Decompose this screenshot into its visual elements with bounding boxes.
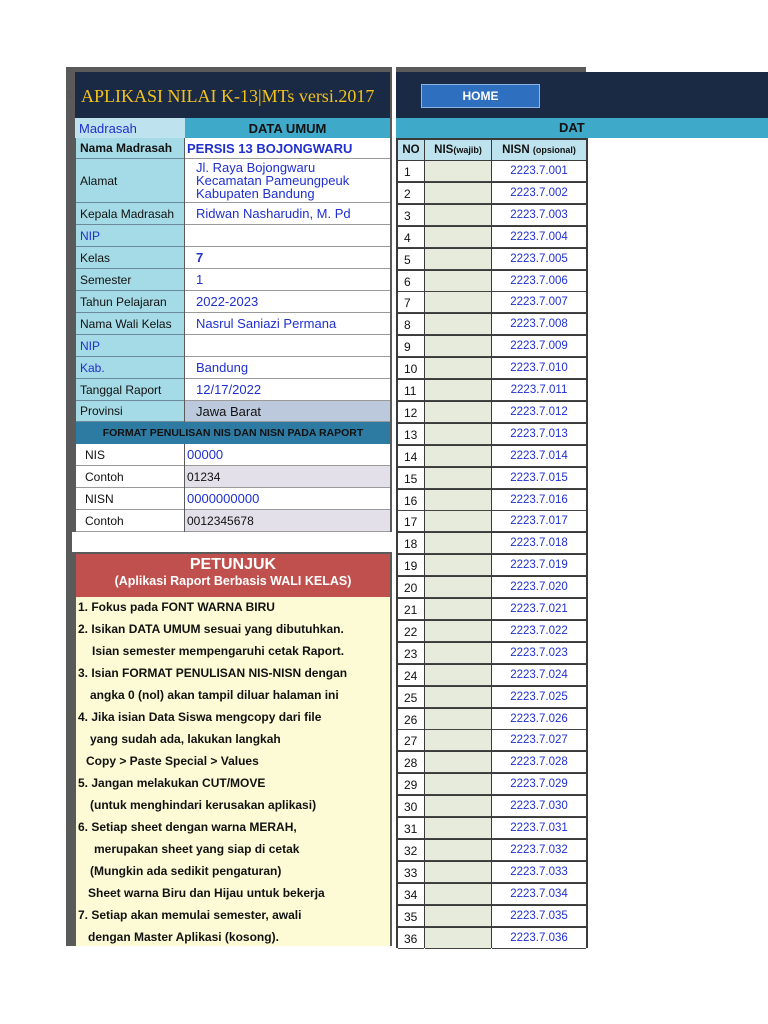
table-row: [398, 446, 588, 467]
table-row: [398, 796, 588, 817]
table-row: [398, 424, 588, 445]
nis-cell[interactable]: [425, 555, 491, 576]
row-no-cell: 31: [398, 818, 424, 839]
table-row: [398, 271, 588, 292]
nis-cell[interactable]: [425, 752, 491, 773]
row-no-cell: 15: [398, 468, 424, 489]
nisn-cell[interactable]: 2223.7.001: [492, 161, 586, 182]
petunjuk-subtitle: (Aplikasi Raport Berbasis WALI KELAS): [114, 574, 352, 588]
nama-madrasah-label: Nama Madrasah: [76, 138, 184, 159]
row-no-cell: 20: [398, 577, 424, 598]
row-no-cell: 8: [398, 314, 424, 335]
nisn-cell[interactable]: 2223.7.008: [492, 314, 586, 335]
nis-cell[interactable]: [425, 730, 491, 751]
row-no-cell: 9: [398, 336, 424, 357]
table-row: [398, 205, 588, 226]
row-no-cell: 11: [398, 380, 424, 401]
column-header-nis: [425, 140, 491, 160]
nisn-cell[interactable]: 2223.7.017: [492, 511, 586, 532]
nis-cell[interactable]: [425, 358, 491, 379]
row-no-cell: 13: [398, 424, 424, 445]
nisn-cell[interactable]: 2223.7.012: [492, 402, 586, 423]
row-no-cell: 28: [398, 752, 424, 773]
alamat-field[interactable]: [185, 159, 390, 203]
nis-cell[interactable]: [425, 490, 491, 511]
instruction-line: angka 0 (nol) akan tampil diluar halaman ini: [90, 688, 339, 702]
nis-cell[interactable]: [425, 271, 491, 292]
row-no-cell: 7: [398, 292, 424, 313]
nis-cell[interactable]: [425, 862, 491, 883]
table-row: [398, 730, 588, 751]
contoh-nisn-value: 0012345678: [185, 510, 390, 532]
table-row: [398, 687, 588, 708]
kepala-madrasah-label: Kepala Madrasah: [76, 203, 184, 225]
format-nisn-label: NISN: [76, 488, 184, 510]
row-no-cell: 34: [398, 884, 424, 905]
nis-cell[interactable]: [425, 884, 491, 905]
table-row: [398, 709, 588, 730]
column-header-nisn: [492, 140, 586, 160]
table-row: [398, 468, 588, 489]
instruction-line: 2. Isikan DATA UMUM sesuai yang dibutuhkan.: [78, 622, 344, 636]
provinsi-label: Provinsi: [76, 401, 184, 422]
format-nis-field[interactable]: 00000: [185, 444, 390, 466]
table-row: [398, 840, 588, 861]
nisn-cell[interactable]: 2223.7.028: [492, 752, 586, 773]
wali-kelas-label: Nama Wali Kelas: [76, 313, 184, 335]
table-row: [398, 665, 588, 686]
nisn-cell[interactable]: 2223.7.024: [492, 665, 586, 686]
nisn-cell[interactable]: 2223.7.010: [492, 358, 586, 379]
row-no-cell: 19: [398, 555, 424, 576]
nis-cell[interactable]: [425, 533, 491, 554]
table-row: [398, 555, 588, 576]
tanggal-raport-field[interactable]: 12/17/2022: [185, 379, 390, 401]
table-row: [398, 314, 588, 335]
nisn-cell[interactable]: 2223.7.025: [492, 687, 586, 708]
table-row: [398, 402, 588, 423]
nip-wali-field[interactable]: [185, 335, 390, 357]
petunjuk-title: PETUNJUK: [189, 556, 277, 573]
nis-cell[interactable]: [425, 906, 491, 927]
alamat-line-3: Kabupaten Bandung: [196, 186, 315, 201]
nis-cell[interactable]: [425, 709, 491, 730]
contoh-nis-value: 01234: [185, 466, 390, 488]
nisn-cell[interactable]: 2223.7.011: [492, 380, 586, 401]
nip-wali-label: NIP: [76, 335, 184, 357]
instruction-line: (untuk menghindari kerusakan aplikasi): [90, 798, 317, 812]
kepala-madrasah-field[interactable]: Ridwan Nasharudin, M. Pd: [185, 203, 390, 225]
nisn-header-note: (opsional): [532, 145, 576, 155]
nisn-cell[interactable]: 2223.7.023: [492, 643, 586, 664]
format-nis-label: NIS: [76, 444, 184, 466]
nis-cell[interactable]: [425, 446, 491, 467]
nisn-cell[interactable]: 2223.7.033: [492, 862, 586, 883]
instruction-line: 4. Jika isian Data Siswa mengcopy dari file: [78, 710, 322, 724]
alamat-label: Alamat: [76, 159, 184, 203]
nisn-cell[interactable]: 2223.7.007: [492, 292, 586, 313]
nis-cell[interactable]: [425, 511, 491, 532]
column-header-no: NO: [398, 140, 424, 160]
nisn-cell[interactable]: 2223.7.027: [492, 730, 586, 751]
table-row: [398, 752, 588, 773]
kab-label: Kab.: [76, 357, 184, 379]
format-nis-header: FORMAT PENULISAN NIS DAN NISN PADA RAPORT: [76, 422, 390, 444]
row-no-cell: 12: [398, 402, 424, 423]
row-no-cell: 36: [398, 928, 424, 949]
nisn-cell[interactable]: 2223.7.004: [492, 227, 586, 248]
nisn-cell[interactable]: 2223.7.016: [492, 490, 586, 511]
semester-label: Semester: [76, 269, 184, 291]
app-title: APLIKASI NILAI K-13|MTs versi.2017: [75, 72, 390, 118]
home-button[interactable]: HOME: [421, 84, 540, 108]
table-row: [398, 884, 588, 905]
petunjuk-instructions: [76, 597, 390, 946]
row-no-cell: 5: [398, 249, 424, 270]
row-no-cell: 27: [398, 730, 424, 751]
row-no-cell: 25: [398, 687, 424, 708]
table-row: [398, 490, 588, 511]
table-row: [398, 227, 588, 248]
kab-field[interactable]: Bandung: [185, 357, 390, 379]
nis-header-text: NIS: [434, 144, 454, 156]
row-no-cell: 10: [398, 358, 424, 379]
nis-cell[interactable]: [425, 205, 491, 226]
kelas-label: Kelas: [76, 247, 184, 269]
nis-cell[interactable]: [425, 292, 491, 313]
nisn-cell[interactable]: 2223.7.034: [492, 884, 586, 905]
nisn-cell[interactable]: 2223.7.029: [492, 774, 586, 795]
instruction-line: Isian semester mempengaruhi cetak Raport.: [92, 644, 345, 658]
nis-cell[interactable]: [425, 818, 491, 839]
section-gap: [72, 532, 392, 552]
instruction-line: yang sudah ada, lakukan langkah: [90, 732, 281, 746]
nisn-header-text: NISN: [502, 144, 530, 156]
nis-cell[interactable]: [425, 687, 491, 708]
nip-kepala-label: NIP: [76, 225, 184, 247]
row-no-cell: 24: [398, 665, 424, 686]
nis-cell[interactable]: [425, 183, 491, 204]
nisn-cell[interactable]: 2223.7.022: [492, 621, 586, 642]
nis-cell[interactable]: [425, 928, 491, 949]
nisn-cell[interactable]: 2223.7.035: [492, 906, 586, 927]
wali-kelas-field[interactable]: Nasrul Saniazi Permana: [185, 313, 390, 335]
nisn-cell[interactable]: 2223.7.018: [492, 533, 586, 554]
nisn-cell[interactable]: 2223.7.013: [492, 424, 586, 445]
data-siswa-header: DAT: [396, 118, 768, 138]
nis-cell[interactable]: [425, 774, 491, 795]
data-umum-header: DATA UMUM: [185, 118, 390, 138]
instruction-line: 7. Setiap akan memulai semester, awali: [78, 908, 302, 922]
format-nisn-field[interactable]: 0000000000: [185, 488, 390, 510]
tanggal-raport-label: Tanggal Raport: [76, 379, 184, 401]
nis-cell[interactable]: [425, 840, 491, 861]
instruction-line: merupakan sheet yang siap di cetak: [94, 842, 300, 856]
petunjuk-header: [76, 554, 390, 597]
row-no-cell: 2: [398, 183, 424, 204]
table-row: [398, 643, 588, 664]
row-no-cell: 17: [398, 511, 424, 532]
alamat-line-2: Kecamatan Pameungpeuk: [196, 173, 350, 188]
instruction-line: Copy > Paste Special > Values: [86, 754, 259, 768]
nis-cell[interactable]: [425, 599, 491, 620]
nis-cell[interactable]: [425, 227, 491, 248]
row-no-cell: 22: [398, 621, 424, 642]
table-row: [398, 336, 588, 357]
table-row: [398, 292, 588, 313]
nisn-cell[interactable]: 2223.7.031: [492, 818, 586, 839]
nis-cell[interactable]: [425, 577, 491, 598]
nip-kepala-field[interactable]: [185, 225, 390, 247]
contoh-nisn-label: Contoh: [76, 510, 184, 532]
contoh-nis-label: Contoh: [76, 466, 184, 488]
instruction-line: 1. Fokus pada FONT WARNA BIRU: [78, 600, 275, 614]
provinsi-field[interactable]: Jawa Barat: [185, 401, 390, 422]
nisn-cell[interactable]: 2223.7.020: [492, 577, 586, 598]
nisn-cell[interactable]: 2223.7.036: [492, 928, 586, 949]
nisn-cell[interactable]: 2223.7.015: [492, 468, 586, 489]
table-row: [398, 862, 588, 883]
nisn-cell[interactable]: 2223.7.006: [492, 271, 586, 292]
instruction-line: 5. Jangan melakukan CUT/MOVE: [78, 776, 266, 790]
nisn-cell[interactable]: 2223.7.032: [492, 840, 586, 861]
nis-cell[interactable]: [425, 161, 491, 182]
row-number: 1: [66, 89, 73, 101]
table-row: [398, 358, 588, 379]
nis-cell[interactable]: [425, 380, 491, 401]
row-no-cell: 29: [398, 774, 424, 795]
table-row: [398, 906, 588, 927]
table-row: [398, 577, 588, 598]
row-no-cell: 35: [398, 906, 424, 927]
table-row: [398, 380, 588, 401]
instruction-line: Sheet warna Biru dan Hijau untuk bekerja: [88, 886, 325, 900]
nisn-cell[interactable]: 2223.7.014: [492, 446, 586, 467]
nis-header-note: (wajib): [453, 145, 482, 155]
table-row: [398, 774, 588, 795]
nis-cell[interactable]: [425, 402, 491, 423]
row-no-cell: 3: [398, 205, 424, 226]
table-row: [398, 621, 588, 642]
row-no-cell: 26: [398, 709, 424, 730]
nis-cell[interactable]: [425, 643, 491, 664]
instruction-line: (Mungkin ada sedikit pengaturan): [90, 864, 282, 878]
nisn-cell[interactable]: 2223.7.009: [492, 336, 586, 357]
nis-cell[interactable]: [425, 424, 491, 445]
row-no-cell: 30: [398, 796, 424, 817]
nis-cell[interactable]: [425, 249, 491, 270]
nis-cell[interactable]: [425, 665, 491, 686]
tahun-pelajaran-label: Tahun Pelajaran: [76, 291, 184, 313]
instruction-line: 3. Isian FORMAT PENULISAN NIS-NISN dengan: [78, 666, 348, 680]
table-row: [398, 161, 588, 182]
row-no-cell: 6: [398, 271, 424, 292]
madrasah-section-label: Madrasah: [75, 118, 185, 138]
kelas-field[interactable]: 7: [185, 247, 390, 269]
row-no-cell: 4: [398, 227, 424, 248]
row-no-cell: 23: [398, 643, 424, 664]
nisn-cell[interactable]: 2223.7.021: [492, 599, 586, 620]
row-no-cell: 16: [398, 490, 424, 511]
instruction-line: 6. Setiap sheet dengan warna MERAH,: [78, 820, 297, 834]
nisn-cell[interactable]: 2223.7.005: [492, 249, 586, 270]
alamat-line-1: Jl. Raya Bojongwaru: [196, 160, 316, 175]
nisn-cell[interactable]: 2223.7.019: [492, 555, 586, 576]
semester-field[interactable]: 1: [185, 269, 390, 291]
table-row: [398, 928, 588, 949]
tahun-pelajaran-field[interactable]: 2022-2023: [185, 291, 390, 313]
nis-cell[interactable]: [425, 336, 491, 357]
row-no-cell: 14: [398, 446, 424, 467]
instruction-line: dengan Master Aplikasi (kosong).: [88, 930, 279, 944]
nama-madrasah-field[interactable]: PERSIS 13 BOJONGWARU: [185, 138, 390, 159]
nisn-cell[interactable]: 2223.7.026: [492, 709, 586, 730]
row-no-cell: 21: [398, 599, 424, 620]
table-row: [398, 511, 588, 532]
row-no-cell: 18: [398, 533, 424, 554]
nis-cell[interactable]: [425, 468, 491, 489]
table-row: [398, 599, 588, 620]
nis-cell[interactable]: [425, 621, 491, 642]
nis-cell[interactable]: [425, 796, 491, 817]
nis-cell[interactable]: [425, 314, 491, 335]
table-row: [398, 183, 588, 204]
table-row: [398, 249, 588, 270]
table-row: [398, 533, 588, 554]
table-row: [398, 818, 588, 839]
row-no-cell: 1: [398, 161, 424, 182]
nisn-cell[interactable]: 2223.7.030: [492, 796, 586, 817]
row-no-cell: 32: [398, 840, 424, 861]
row-no-cell: 33: [398, 862, 424, 883]
nisn-cell[interactable]: 2223.7.002: [492, 183, 586, 204]
nisn-cell[interactable]: 2223.7.003: [492, 205, 586, 226]
